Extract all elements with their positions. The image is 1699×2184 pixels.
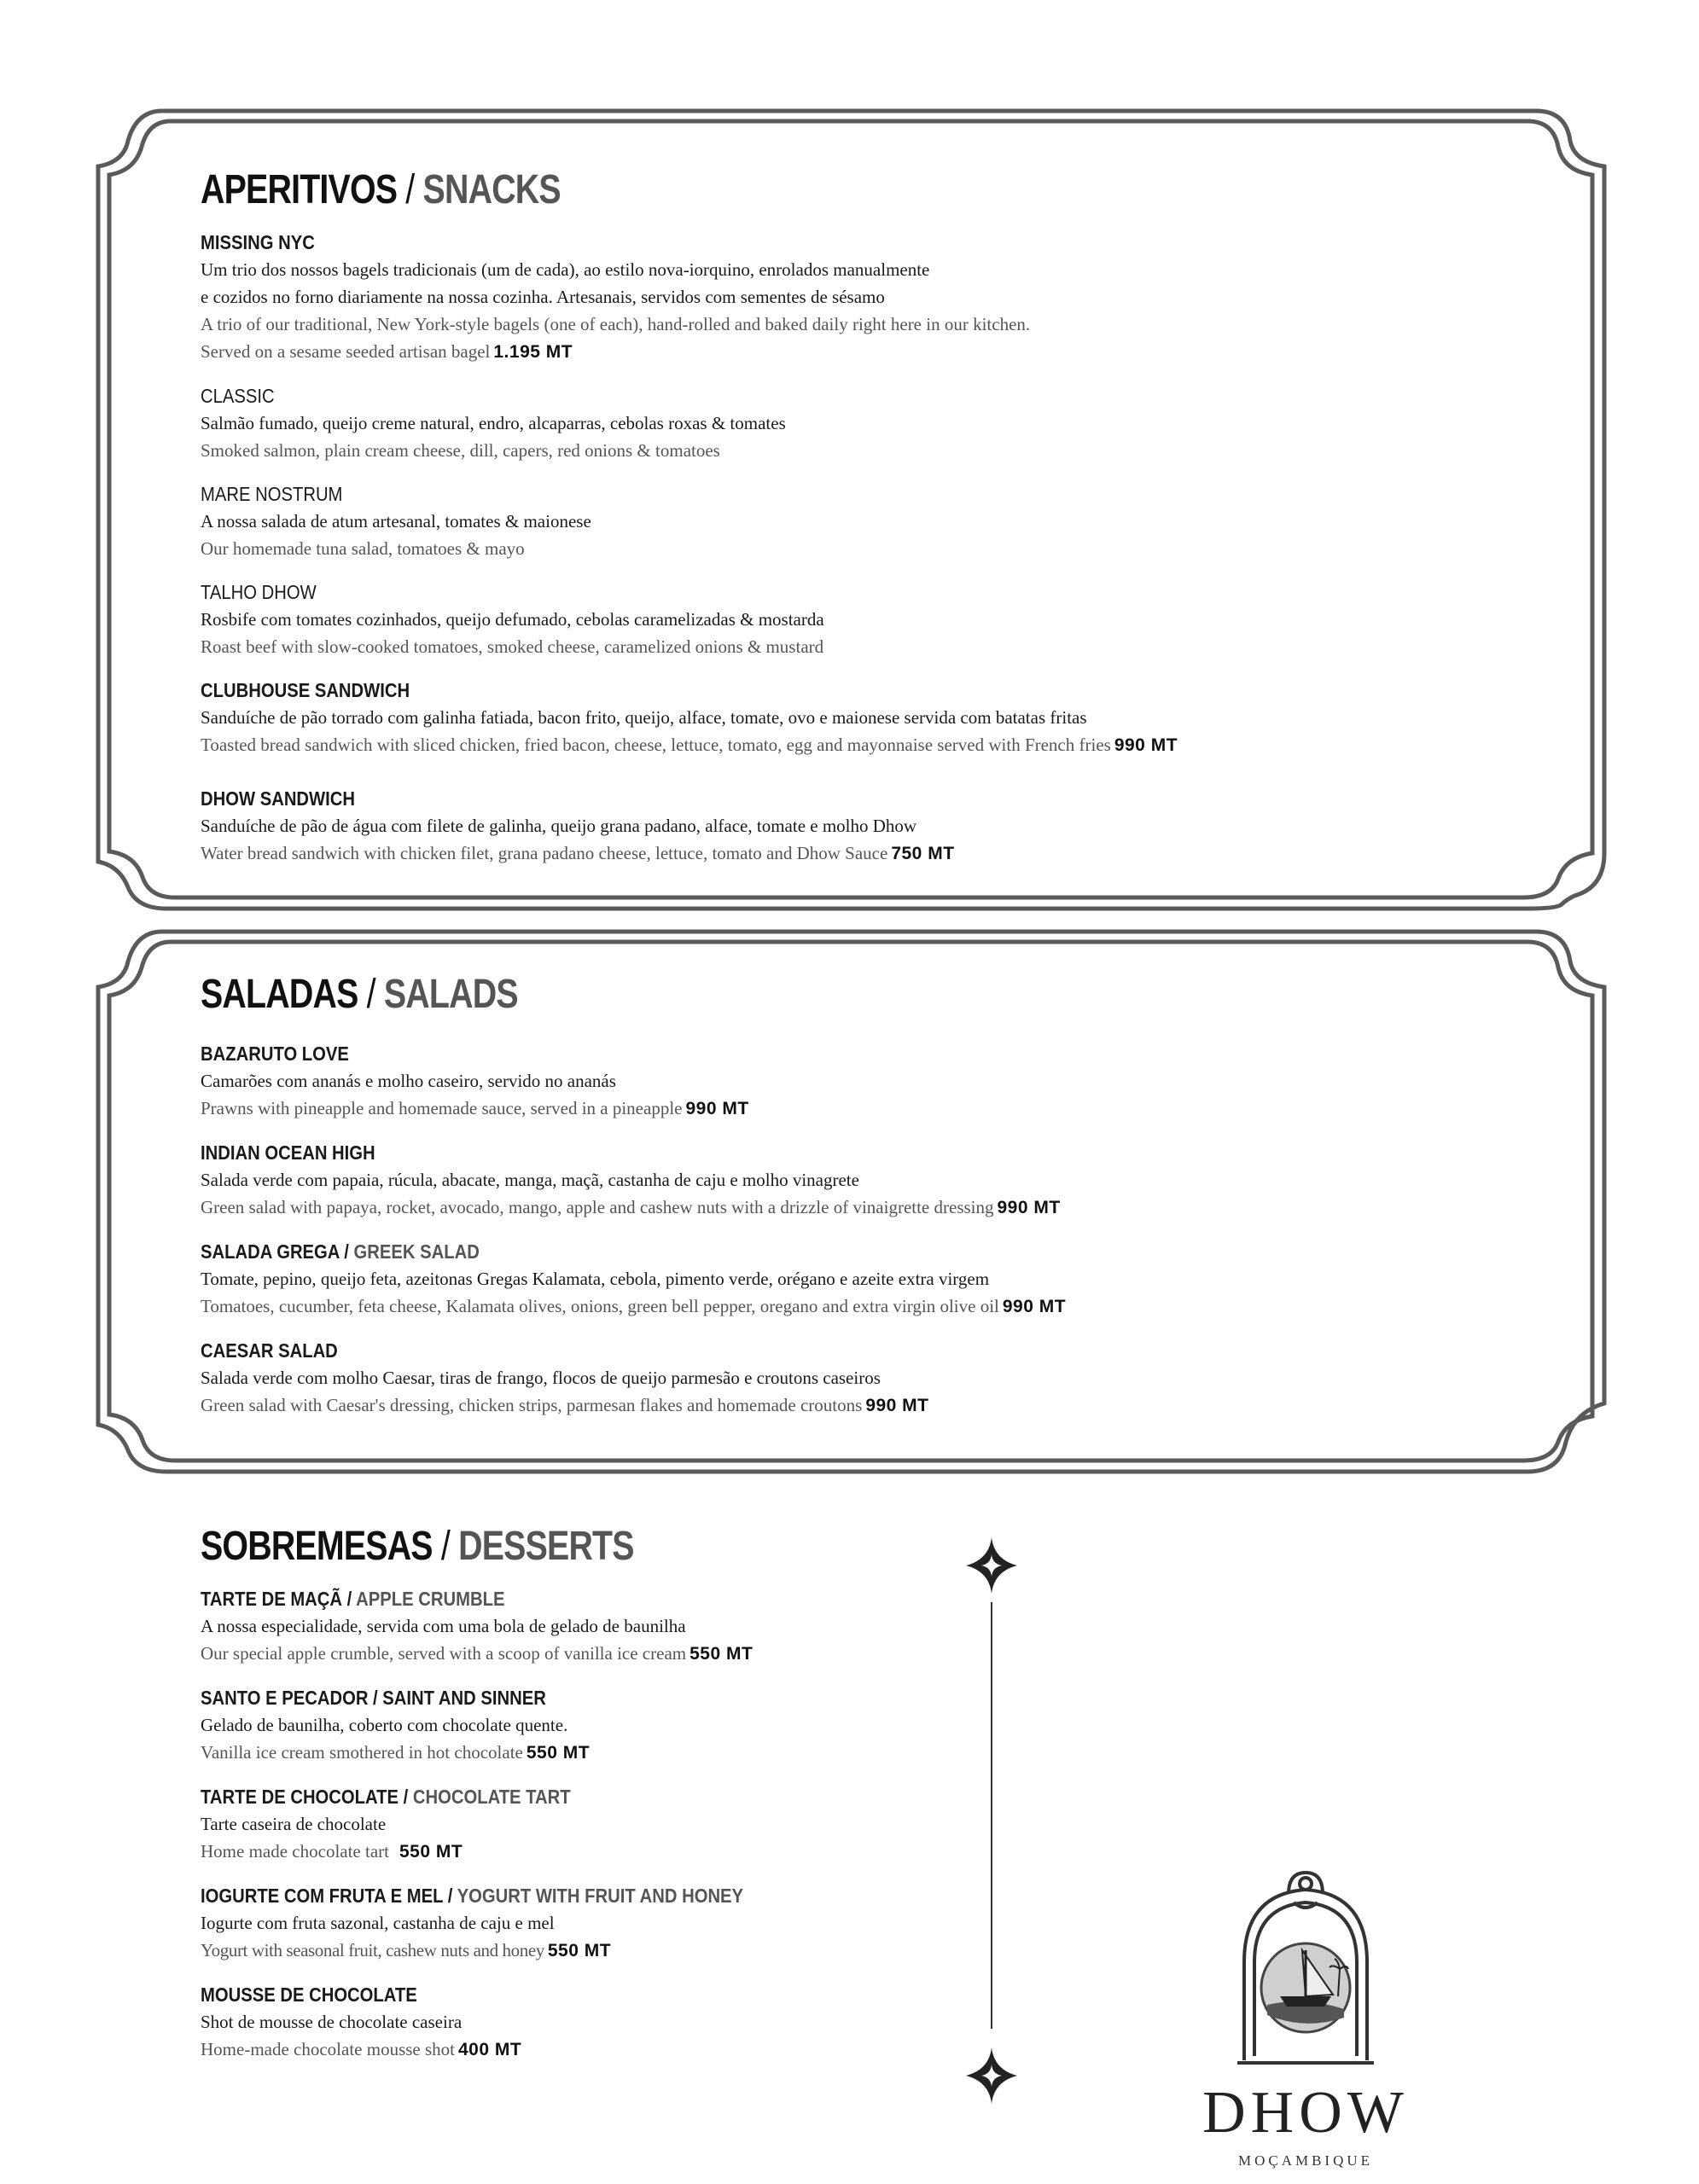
item-name: DHOW SANDWICH — [201, 787, 356, 810]
logo-subtitle: MOÇAMBIQUE — [1237, 2152, 1374, 2169]
item-name: CAESAR SALAD — [201, 1339, 338, 1362]
item-desc-en-row — [201, 1838, 817, 1866]
snacks-section — [201, 164, 1178, 884]
item-desc-pt: Iogurte com fruta sazonal, castanha de caju e mel — [201, 1913, 555, 1933]
item-desc-pt: A nossa salada de atum artesanal, tomates & maionese — [201, 511, 591, 531]
item-price: 990 MT — [997, 1198, 1061, 1217]
dessert-divider-line — [991, 1602, 992, 2029]
item-desc-en-row — [201, 1194, 1066, 1222]
item-desc-en-row — [201, 1095, 1066, 1123]
item-price: 400 MT — [458, 2040, 522, 2059]
item-name: MISSING NYC — [201, 231, 315, 253]
item-desc-en: Home made chocolate tart — [201, 1841, 389, 1862]
item-desc-en-row — [201, 731, 1178, 759]
desserts-title-en: DESSERTS — [458, 1524, 634, 1569]
item-desc-en-row — [201, 2036, 817, 2064]
desserts-section — [201, 1520, 817, 2080]
snacks-title — [201, 164, 1002, 217]
item-name-en: YOGURT WITH FRUIT AND HONEY — [457, 1885, 744, 1907]
item-name: INDIAN OCEAN HIGH — [201, 1141, 375, 1164]
item-desc-en: Tomatoes, cucumber, feta cheese, Kalamata olives, onions, green bell pepper, oregano and extra virgin olive oil — [201, 1296, 999, 1316]
item-desc-en: Toasted bread sandwich with sliced chicken, fried bacon, cheese, lettuce, tomato, egg and mayonnaise served with French fries — [201, 735, 1111, 755]
item-desc-en: A trio of our traditional, New York-style bagels (one of each), hand-rolled and baked daily right here in our kitchen. — [201, 314, 1031, 334]
item-price: 990 MT — [1114, 735, 1178, 755]
item-name: MOUSSE DE CHOCOLATE — [201, 1984, 417, 2006]
item-desc-pt: Um trio dos nossos bagels tradicionais (um de cada), ao estilo nova-iorquino, enrolados manualmente — [201, 259, 930, 280]
menu-item-bazaruto-love — [201, 1040, 1066, 1123]
item-desc-en: Home-made chocolate mousse shot — [201, 2039, 455, 2059]
item-name-row — [201, 1238, 962, 1265]
star-ornament-icon — [964, 2046, 1019, 2106]
item-name: CLUBHOUSE SANDWICH — [201, 679, 410, 701]
item-desc-en-row — [201, 1292, 1066, 1321]
item-desc-en-row — [201, 1640, 817, 1668]
item-desc-en-row — [201, 1391, 1066, 1420]
item-name: TARTE DE MAÇÃ / — [201, 1588, 352, 1610]
snacks-title-pt: APERITIVOS — [201, 167, 398, 212]
item-desc-en: Yogurt with seasonal fruit, cashew nuts and honey — [201, 1940, 544, 1960]
snacks-title-sep: / — [405, 167, 415, 212]
dhow-logo — [1182, 1868, 1429, 2169]
item-name: MARE NOSTRUM — [201, 483, 343, 505]
item-desc-pt: Sanduíche de pão de água com filete de galinha, queijo grana padano, alface, tomate e molho Dhow — [201, 816, 917, 836]
menu-item-tarte-de-maca — [201, 1585, 817, 1668]
item-name-en: APPLE CRUMBLE — [356, 1588, 505, 1610]
item-name-en: CHOCOLATE TART — [412, 1786, 571, 1808]
item-name-row — [201, 1684, 743, 1711]
dhow-emblem-icon — [1220, 1868, 1391, 2073]
item-desc-en-row — [201, 338, 1178, 366]
menu-item-missing-nyc — [201, 229, 1178, 366]
item-desc-pt: Tomate, pepino, queijo feta, azeitonas Gregas Kalamata, cebola, pimento verde, orégano e azeite extra virgem — [201, 1269, 990, 1289]
menu-item-dhow-sandwich — [201, 785, 1178, 868]
item-desc-pt: Shot de mousse de chocolate caseira — [201, 2012, 463, 2032]
item-desc-en: Prawns with pineapple and homemade sauce, served in a pineapple — [201, 1098, 683, 1118]
item-name: BAZARUTO LOVE — [201, 1043, 349, 1065]
menu-item-caesar-salad — [201, 1337, 1066, 1420]
item-desc-en: Served on a sesame seeded artisan bagel — [201, 341, 491, 362]
item-name: SALADA GREGA / — [201, 1240, 349, 1263]
item-name-en: GREEK SALAD — [353, 1240, 480, 1263]
item-name: IOGURTE COM FRUTA E MEL / — [201, 1885, 453, 1907]
item-desc-en: Vanilla ice cream smothered in hot chocolate — [201, 1742, 523, 1763]
item-name: CLASSIC — [201, 385, 275, 407]
item-price: 1.195 MT — [493, 342, 573, 362]
item-desc-pt: Sanduíche de pão torrado com galinha fatiada, bacon frito, queijo, alface, tomate, ovo e maionese servida com batatas fritas — [201, 707, 1087, 728]
item-desc-en: Roast beef with slow-cooked tomatoes, smoked cheese, caramelized onions & mustard — [201, 636, 824, 657]
item-desc-en-row — [201, 1937, 817, 1965]
item-desc-pt: Salada verde com papaia, rúcula, abacate, manga, maçã, castanha de caju e molho vinagrete — [201, 1170, 859, 1190]
item-price: 990 MT — [865, 1396, 929, 1415]
menu-item-talho-dhow — [201, 578, 1178, 660]
menu-item-iogurte — [201, 1882, 817, 1965]
item-desc-en: Green salad with Caesar's dressing, chicken strips, parmesan flakes and homemade croutons — [201, 1395, 863, 1415]
item-name-row — [201, 1040, 962, 1067]
item-desc-en: Smoked salmon, plain cream cheese, dill, capers, red onions & tomatoes — [201, 440, 720, 461]
item-price: 990 MT — [685, 1099, 749, 1118]
item-desc-pt: Rosbife com tomates cozinhados, queijo defumado, cebolas caramelizadas & mostarda — [201, 609, 824, 630]
salads-section — [201, 968, 1066, 1436]
item-name: SANTO E PECADOR / SAINT AND SINNER — [201, 1687, 546, 1709]
item-name: TARTE DE CHOCOLATE / — [201, 1786, 409, 1808]
item-desc-pt: Tarte caseira de chocolate — [201, 1814, 387, 1834]
item-desc-en-row — [201, 839, 1178, 868]
item-desc-pt: Salmão fumado, queijo creme natural, endro, alcaparras, cebolas roxas & tomates — [201, 413, 786, 433]
salads-title — [201, 968, 911, 1021]
star-ornament-icon — [964, 1536, 1019, 1595]
item-desc-en: Our special apple crumble, served with a scoop of vanilla ice cream — [201, 1643, 687, 1664]
item-desc-en-row — [201, 1739, 817, 1767]
item-price: 750 MT — [891, 844, 955, 863]
item-name-row — [201, 1981, 743, 2008]
menu-item-classic — [201, 382, 1178, 464]
item-price: 550 MT — [547, 1941, 612, 1960]
item-desc-pt: Camarões com ananás e molho caseiro, servido no ananás — [201, 1071, 616, 1091]
desserts-title-sep: / — [440, 1524, 450, 1569]
desserts-title-pt: SOBREMESAS — [201, 1524, 433, 1569]
menu-item-salada-grega — [201, 1238, 1066, 1321]
item-price: 550 MT — [689, 1644, 753, 1664]
item-desc-pt: A nossa especialidade, servida com uma bola de gelado de baunilha — [201, 1616, 686, 1636]
item-desc-pt: e cozidos no forno diariamente na nossa cozinha. Artesanais, servidos com sementes de sésamo — [201, 287, 885, 307]
menu-item-mousse — [201, 1981, 817, 2064]
item-name-row — [201, 1783, 743, 1810]
item-name-row — [201, 1337, 962, 1364]
salads-title-pt: SALADAS — [201, 972, 358, 1017]
item-desc-en: Water bread sandwich with chicken filet, grana padano cheese, lettuce, tomato and Dhow Sauce — [201, 843, 888, 863]
snacks-title-en: SNACKS — [422, 167, 561, 212]
item-name-row — [201, 1139, 962, 1166]
item-price: 550 MT — [399, 1842, 463, 1862]
item-desc-en: Our homemade tuna salad, tomatoes & mayo — [201, 538, 525, 559]
salads-title-en: SALADS — [383, 972, 518, 1017]
item-desc-pt: Gelado de baunilha, coberto com chocolate quente. — [201, 1715, 568, 1735]
item-name: TALHO DHOW — [201, 581, 317, 603]
menu-item-mare-nostrum — [201, 480, 1178, 562]
menu-item-santo-e-pecador — [201, 1684, 817, 1767]
item-desc-en: Green salad with papaya, rocket, avocado, mango, apple and cashew nuts with a drizzle of vinaigrette dressing — [201, 1197, 994, 1217]
desserts-title — [201, 1520, 707, 1573]
logo-wordmark: DHOW — [1202, 2080, 1409, 2146]
menu-item-clubhouse-sandwich — [201, 677, 1178, 759]
salads-title-sep: / — [366, 972, 375, 1017]
item-name-row — [201, 1585, 743, 1612]
item-desc-pt: Salada verde com molho Caesar, tiras de frango, flocos de queijo parmesão e croutons caseiros — [201, 1368, 881, 1388]
item-price: 990 MT — [1002, 1297, 1067, 1316]
item-name-row — [201, 1882, 743, 1909]
item-price: 550 MT — [526, 1743, 591, 1763]
menu-item-tarte-de-chocolate — [201, 1783, 817, 1866]
menu-item-indian-ocean-high — [201, 1139, 1066, 1222]
